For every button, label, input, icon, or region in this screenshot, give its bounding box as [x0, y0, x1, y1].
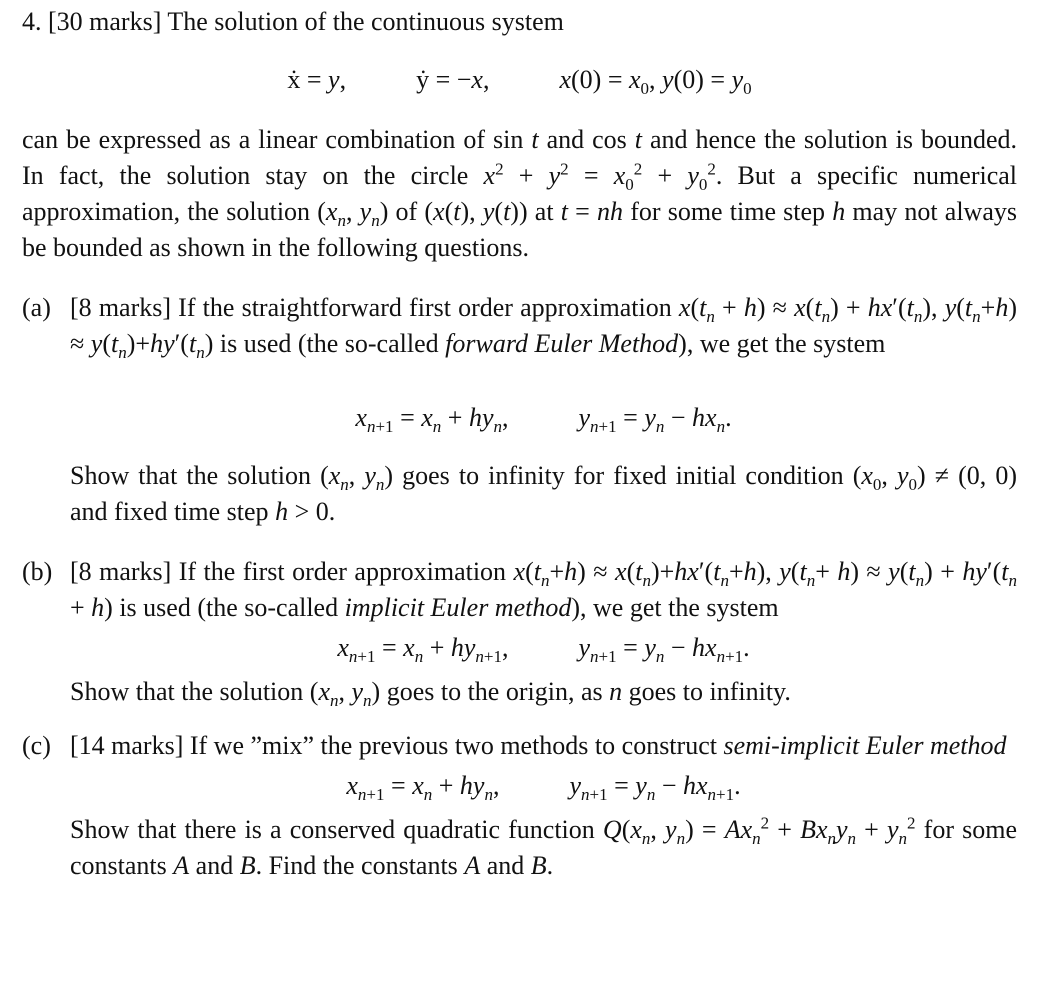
- part-c-equation: $x_{n+1} = x_n + hy_n$, $y_{n+1} = y_n - hx_{n+1}$.: [346, 771, 741, 805]
- problem-header: 4. [30 marks] The solution of the continuous system: [22, 7, 564, 36]
- continuous-system-equation: ẋ = y, ẏ = −x, $x(0) = x_0$, $y(0) = y_0$: [287, 65, 752, 99]
- part-b-label: (b): [22, 557, 53, 586]
- part-a-label: (a): [22, 293, 51, 322]
- part-a-text-2: Show that the solution ($x_n$, $y_n$) goes to infinity for fixed initial condition ($x_0$, $y_0) \ne (0$, 0) and fixed time step h > 0.: [70, 461, 1018, 526]
- part-c-text-2: Show that there is a conserved quadratic function $Q(x_n$, $y_n) = Ax_n^2 + Bx_ny_n + y_n^2$ for some constants A and B. Find the constants A and B.: [70, 813, 1017, 880]
- part-c-text-1: [14 marks] If we ”mix” the previous two methods to construct semi-implicit Euler method: [70, 731, 1007, 760]
- part-b-text-1: [8 marks] If the first order approximation $x(t_n+h) \approx x(t_n)+hx'(t_n+h)$, $y(t_n+ h) \approx y(t_n) + hy'(t_n + h)$ is used (the so-called implicit Euler method), we get the system: [70, 557, 1018, 622]
- part-c: [22, 728, 1017, 884]
- problem-intro: can be expressed as a linear combination of sin t and cos t and hence the solution is bounded. In fact, the solution stay on the circle $x^2 + y^2 = x_0^2 + y_0^2$. But a specific numerical approximation, the solution ($x_n$, $y_n$) of (x(t), y(t)) at t = nh for some time step h may not always be bounded as shown in the following questions.: [22, 125, 1018, 262]
- part-c-label: (c): [22, 731, 51, 760]
- part-a-text-1: [8 marks] If the straightforward first order approximation $x(t_n + h) \approx x(t_n) + hx'(t_n)$, $y(t_n+h) \approx y(t_n)+hy'(t_n)$ is used (the so-called forward Euler Method), we get the system: [70, 293, 1017, 363]
- problem-4: [22, 4, 1017, 884]
- part-a-equation: $x_{n+1} = x_n + hy_n$, $y_{n+1} = y_n - hx_n$.: [355, 403, 732, 437]
- part-b-equation: $x_{n+1} = x_n + hy_{n+1}$, $y_{n+1} = y_n - hx_{n+1}$.: [337, 633, 750, 667]
- part-a: [22, 290, 1017, 530]
- part-b-text-2: Show that the solution ($x_n$, $y_n$) goes to the origin, as n goes to infinity.: [70, 677, 791, 711]
- part-b: [22, 554, 1017, 710]
